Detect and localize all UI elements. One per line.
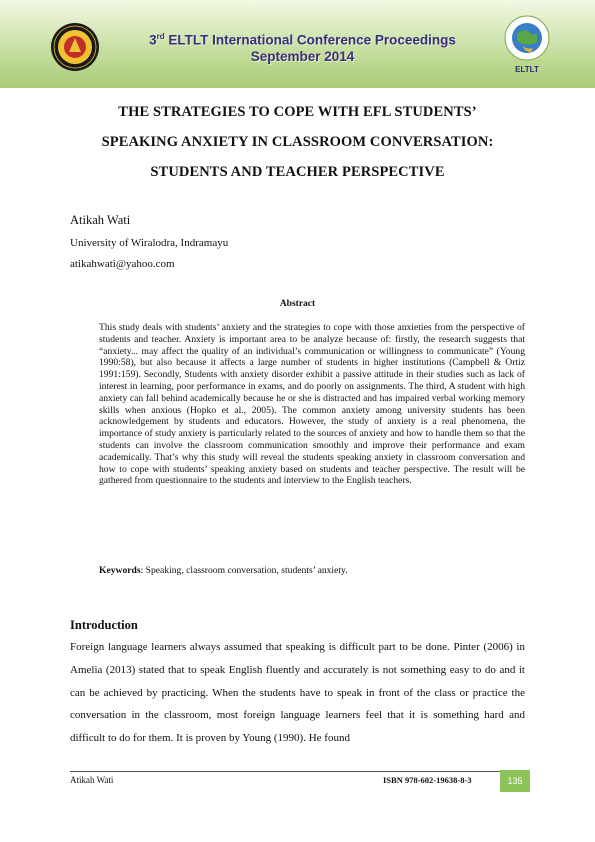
- keywords: [99, 565, 348, 576]
- paper-title-line: STUDENTS AND TEACHER PERSPECTIVE: [150, 164, 445, 180]
- abstract-body: This study deals with students’ anxiety and the strategies to cope with those anxieties from the perspective of students and teacher. Anxiety is important area to be analyze because of: firstly, the research suggests that “anxiety... may affect the quality of an individual’s communication or willingness to communicate” (Young 1990:58), but also because it affects a large number of students in higher institutions (Campbell & Ortiz 1991:159). Secondly, Students with anxiety disorder exhibit a passive attitude in their studies such as lack of interest in learning, poor performance in exams, and do poorly on assignments. The third, A student with high anxiety can fall behind academically because he or she is distracted and has impaired verbal working memory skills when anxious (Hopko et al., 2005). The common anxiety among university students has been acknowledgement by students and educators. However, the study of anxiety is a real phenomena, the importance of study anxiety is particularly related to the sources of anxiety and how to handle them so that the students can involve the classroom communication smoothly and improve their performance and exam academically. That’s why this study will reveal the students speaking anxiety in classroom conversation and how to cope with students’ speaking anxiety based on students and teacher perspective. The result will be gathered from questionnaire to the students and interview to the English teachers.: [99, 322, 525, 487]
- author-name: Atikah Wati: [70, 213, 131, 227]
- svg-text:ELTLT: ELTLT: [515, 65, 539, 74]
- conference-title: 3rd ELTLT International Conference Proceedings: [149, 32, 456, 48]
- paper-title-line: THE STRATEGIES TO COPE WITH EFL STUDENTS’: [118, 104, 477, 120]
- conference-date: September 2014: [250, 49, 355, 64]
- introduction-body: Foreign language learners always assumed that speaking is difficult part to be done. Pinter (2006) in Amelia (2013) stated that to speak English fluently and accurately is not something easy to do and it can be achieved by practicing. When the students have to speak in front of the class or practice the conversation in the classroom, most foreign language learners feel that it is something hard and difficult to do for them. It is proven by Young (1990). He found: [70, 641, 525, 745]
- footer-divider: [70, 771, 500, 772]
- section-heading-introduction: Introduction: [70, 618, 138, 632]
- university-seal-icon: [50, 22, 100, 72]
- keywords-label: Keywords: [99, 565, 141, 576]
- paper-title-line: SPEAKING ANXIETY IN CLASSROOM CONVERSATION:: [101, 134, 494, 150]
- conference-header-band: [0, 0, 595, 88]
- author-email: atikahwati@yahoo.com: [70, 258, 175, 270]
- eltlt-globe-logo-icon: [503, 14, 551, 80]
- footer-isbn: ISBN 978-602-19638-8-3: [383, 775, 472, 785]
- keywords-list: : Speaking, classroom conversation, students’ anxiety.: [140, 565, 348, 576]
- abstract-heading: Abstract: [279, 299, 316, 309]
- page-number: 135: [500, 770, 530, 792]
- footer-author: Atikah Wati: [70, 775, 114, 785]
- author-affiliation: University of Wiralodra, Indramayu: [70, 237, 229, 249]
